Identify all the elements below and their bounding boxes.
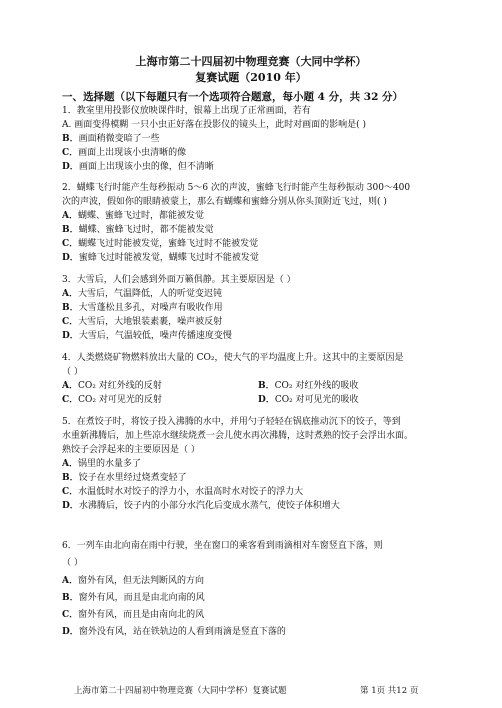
q4-option-a: A．CO₂ 对红外线的反射 <box>62 381 162 391</box>
q4-option-b: B．CO₂ 对红外线的吸收 <box>258 381 359 391</box>
q1-stem-line2: A. 画面变得模糊 一只小虫正好落在投影仪的镜头上，此时对画面的影响是( ) <box>62 120 366 130</box>
q3-option-a: A．大雪后，气温降低，人的听觉变迟钝 <box>62 289 222 299</box>
q5-option-d: D．水沸腾后，饺子内的小部分水汽化后变成水蒸气，使饺子体积增大 <box>62 501 340 511</box>
q6-stem-line2: （ ） <box>62 558 83 568</box>
q6-option-b: B．窗外有风，而且是由北向南的风 <box>62 593 205 603</box>
q5-option-b: B．饺子在水里经过烧煮变轻了 <box>62 473 187 483</box>
q2-option-d: D．蜜蜂飞过时能被发觉，蝴蝶飞过时不能被发觉 <box>62 253 259 263</box>
q5-option-c: C．水温低时水对饺子的浮力小，水温高时水对饺子的浮力大 <box>62 487 304 497</box>
q1-option-d: D．画面上出现该小虫的像，但不清晰 <box>62 162 214 172</box>
footer-title: 上海市第二十四届初中物理竞赛（大同中学杯）复赛试题 <box>74 686 287 696</box>
q6-option-d: D．窗外没有风，站在铁轨边的人看到雨滴是竖直下落的 <box>62 627 286 637</box>
q1-stem: 1．教室里用投影仪放映课件时，银幕上出现了正常画面，若有 <box>62 106 311 116</box>
q1-option-b: B．画面稍微变暗了一些 <box>62 134 160 144</box>
page-number: 第 1页 共12 页 <box>360 686 419 696</box>
q2-stem: 2．蝴蝶飞行时能产生每秒振动 5～6 次的声波，蜜蜂飞行时能产生每秒振动 300～400 <box>62 183 411 193</box>
exam-subtitle: 复赛试题（2010 年） <box>195 71 307 84</box>
q6-option-c: C．窗外有风，而且是由南向北的风 <box>62 610 205 620</box>
q4-stem-line2: （ ） <box>62 367 83 377</box>
q2-option-c: C．蝴蝶飞过时能被发觉，蜜蜂飞过时不能被发觉 <box>62 239 259 249</box>
q3-option-b: B．大雪蓬松且多孔，对噪声有吸收作用 <box>62 303 223 313</box>
q4-option-d: D．CO₂ 对可见光的吸收 <box>258 395 359 405</box>
q5-stem: 5．在煮饺子时，将饺子投入沸腾的水中，并用勺子轻轻在锅底推动沉下的饺子，等到 <box>62 417 401 427</box>
q5-option-a: A．锅里的水量多了 <box>62 459 141 469</box>
q2-stem-line2: 次的声波，假如你的眼睛被蒙上，那么有蝴蝶和蜜蜂分别从你头顶附近飞过，则( ) <box>62 197 387 207</box>
q2-option-b: B．蝴蝶、蜜蜂飞过时，都不能被发觉 <box>62 225 214 235</box>
exam-title: 上海市第二十四届初中物理竞赛（大同中学杯） <box>135 55 367 68</box>
q6-stem: 6．一列车由北向南在雨中行驶，坐在窗口的乘客看到雨滴相对车窗竖直下落，则 <box>62 541 383 551</box>
q5-stem-line3: 熟饺子会浮起来的主要原因是（ ） <box>62 445 200 455</box>
q3-option-d: D．大雪后，气温较低，噪声传播速度变慢 <box>62 331 232 341</box>
q5-stem-line2: 水重新沸腾后，加上些凉水继续烧煮一会儿使水再次沸腾，这时煮熟的饺子会浮出水面。 <box>62 431 414 441</box>
q1-option-c: C．画面上出现该小虫清晰的像 <box>62 148 187 158</box>
q4-option-c: C．CO₂ 对可见光的反射 <box>62 395 162 405</box>
q2-option-a: A．蝴蝶、蜜蜂飞过时，都能被发觉 <box>62 211 204 221</box>
q3-option-c: C．大雪后，大地银装素裹，噪声被反射 <box>62 317 223 327</box>
q4-stem: 4．人类燃烧矿物燃料放出大量的 CO₂，使大气的平均温度上升。这其中的主要原因是 <box>62 353 404 363</box>
q6-option-a: A．窗外有风，但无法判断风的方向 <box>62 576 204 586</box>
section-heading: 一、选择题（以下每题只有一个选项符合题意，每小题 4 分，共 32 分） <box>62 91 404 103</box>
q3-stem: 3．大雪后，人们会感到外面万籁俱静。其主要原因是（ ） <box>62 275 296 285</box>
